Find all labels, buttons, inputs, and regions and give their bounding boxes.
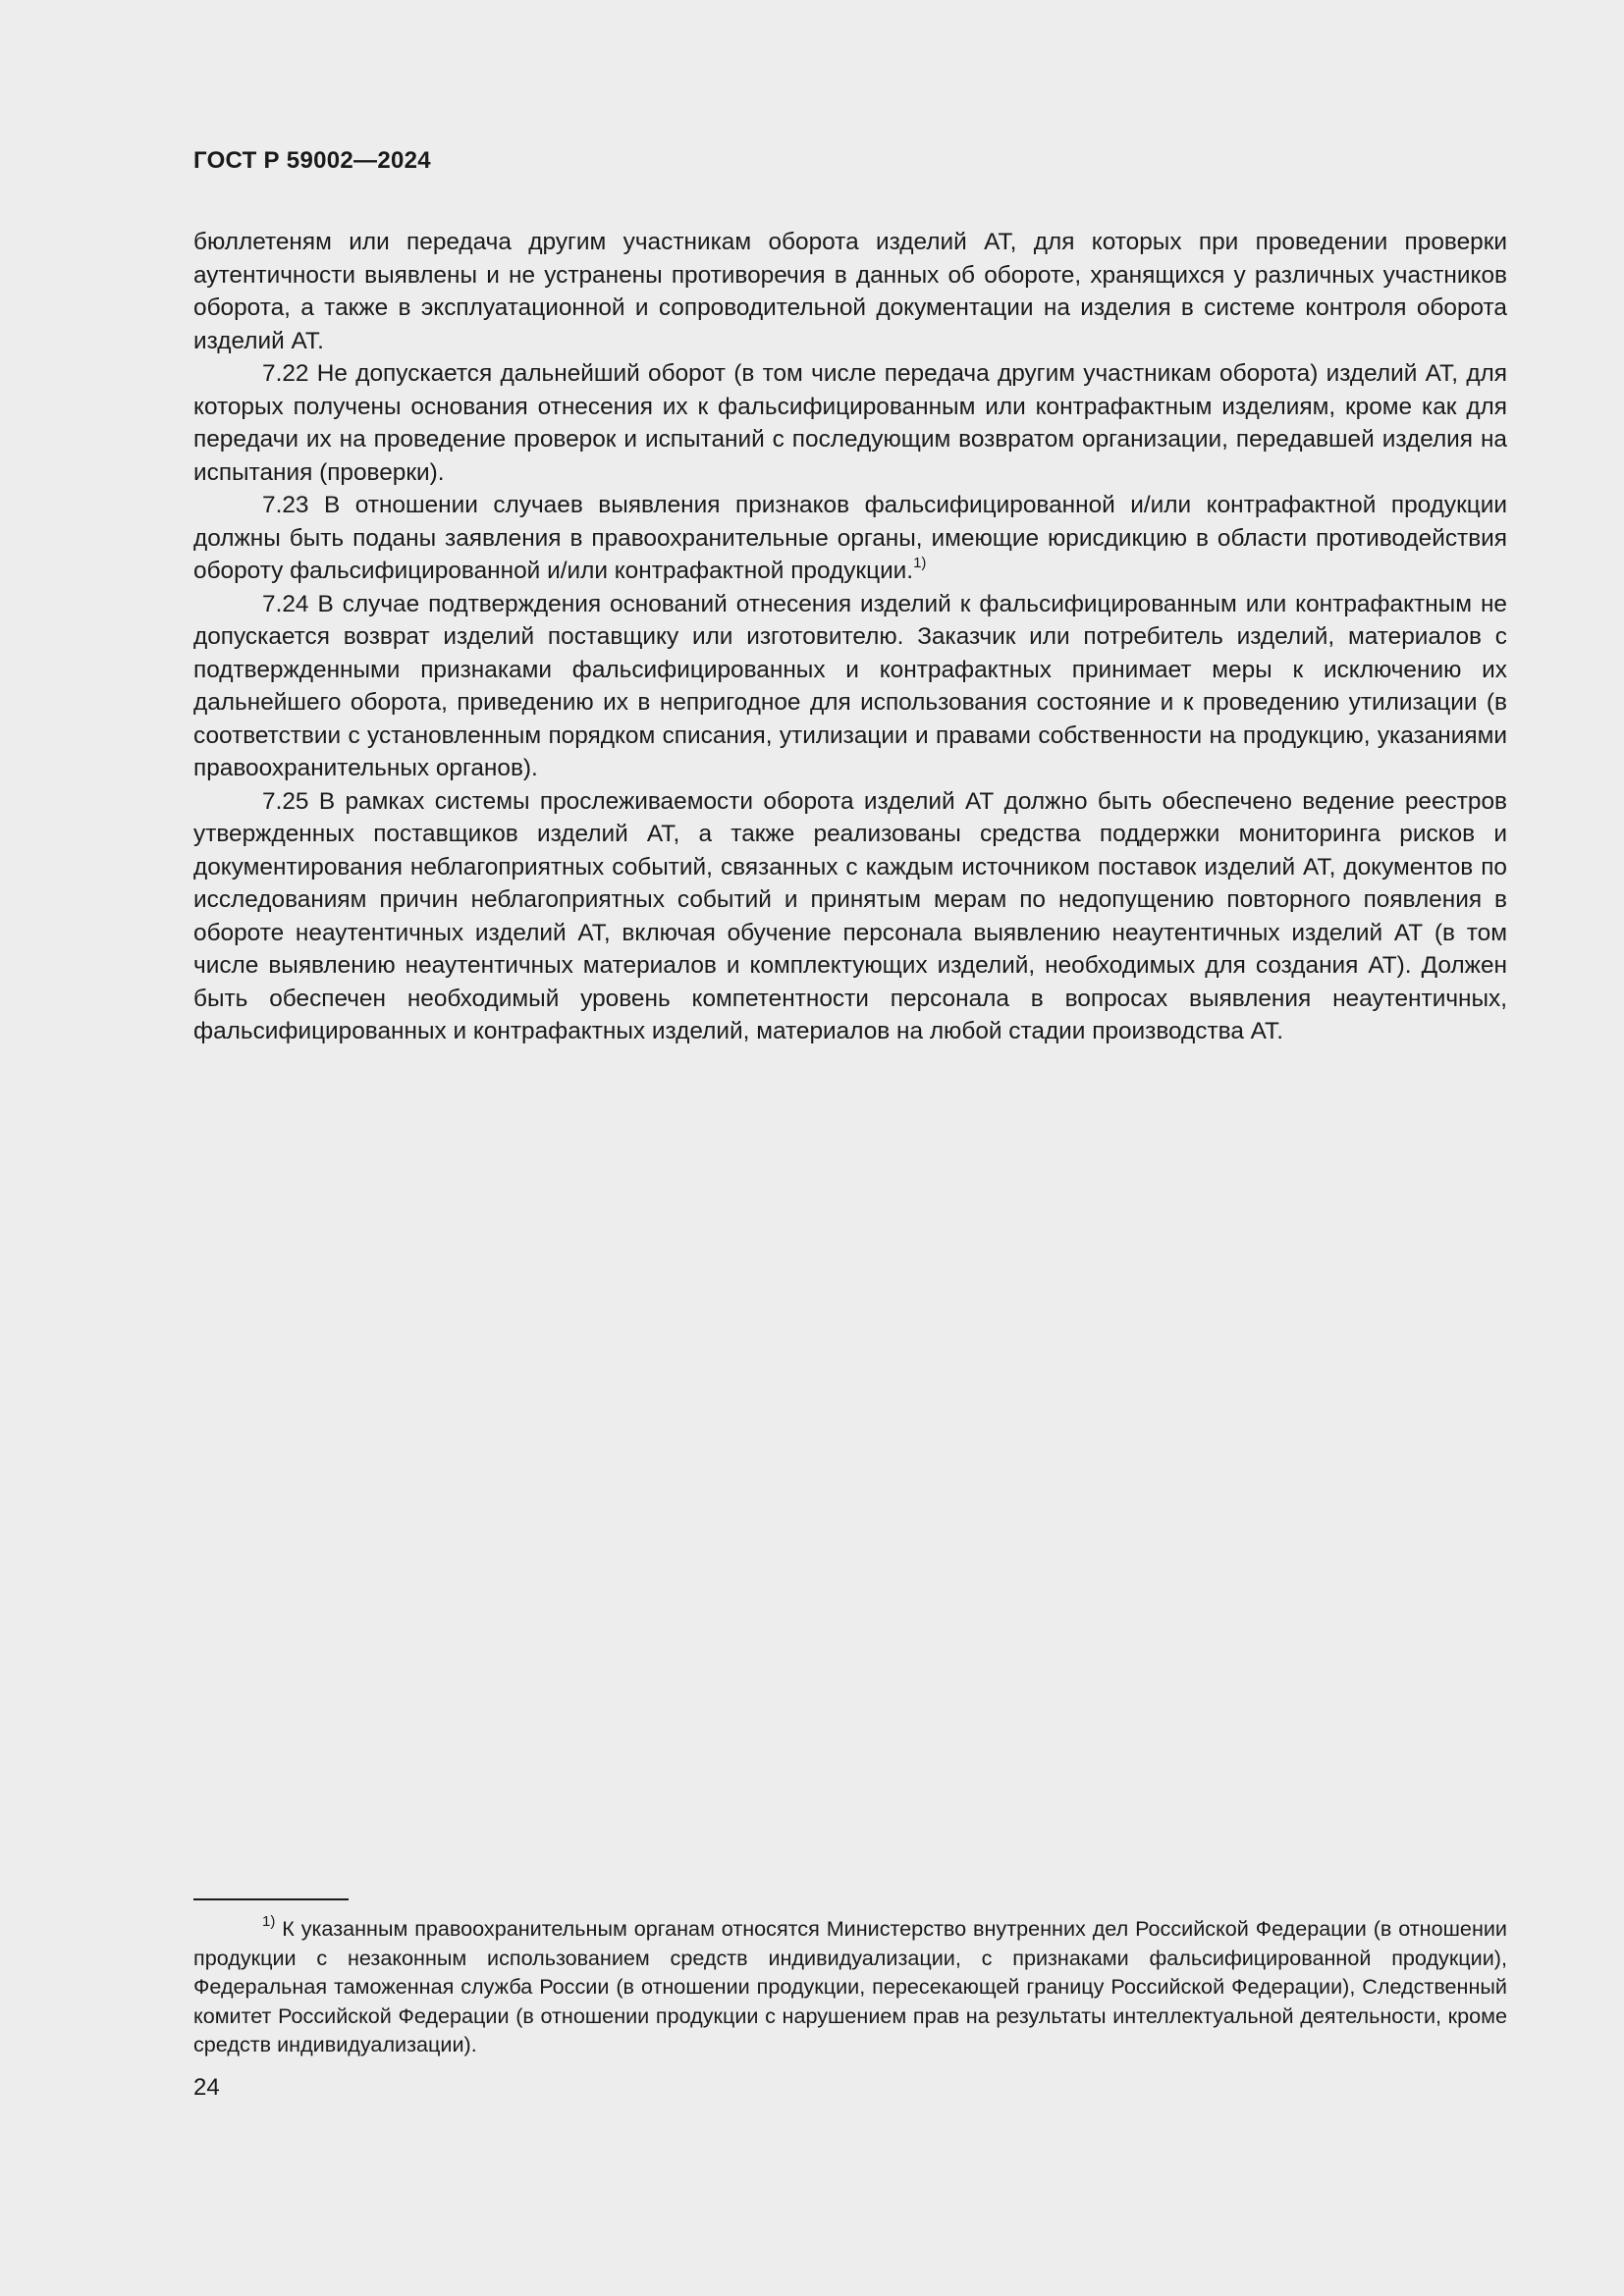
footnote <box>193 1914 1507 2059</box>
paragraph-7-22: 7.22 Не допускается дальнейший оборот (в том числе передача другим участникам оборота) изделий АТ, для которых получены основания отнесения их к фальсифицированным или контрафактным изделиям, кроме как для передачи их на проведение проверок и испытаний с последующим возвратом организации, передавшей изделия на испытания (проверки). <box>193 360 1507 486</box>
footnote-separator <box>193 1898 349 1900</box>
page-number: 24 <box>193 2074 220 2101</box>
document-body <box>193 226 1507 1048</box>
paragraph-7-23-text: 7.23 В отношении случаев выявления признаков фальсифицированной и/или контрафактной продукции должны быть поданы заявления в правоохранительные органы, имеющие юрисдикцию в области противодействия обороту фальсифицированной и/или контрафактной продукции. <box>193 492 1507 584</box>
footnote-text: К указанным правоохранительным органам относятся Министерство внутренних дел Российской Федерации (в отношении продукции с незаконным использованием средств индивидуализации, с признаками фальсифицированной продукции), Федеральная таможенная служба России (в отношении продукции, пересекающей границу Российской Федерации), Следственный комитет Российской Федерации (в отношении продукции с нарушением прав на результаты интеллектуальной деятельности, кроме средств индивидуализации). <box>193 1916 1507 2056</box>
document-header: ГОСТ Р 59002—2024 <box>193 147 431 174</box>
paragraph-continuation: бюллетеням или передача другим участникам оборота изделий АТ, для которых при проведении проверки аутентичности выявлены и не устранены противоречия в данных об обороте, хранящихся у различных участников оборота, а также в эксплуатационной и сопроводительной документации на изделия в системе контроля оборота изделий АТ. <box>193 229 1507 354</box>
paragraph-7-25: 7.25 В рамках системы прослеживаемости оборота изделий АТ должно быть обеспечено ведение реестров утвержденных поставщиков изделий АТ, а также реализованы средства поддержки мониторинга рисков и документирования неблагоприятных событий, связанных с каждым источником поставок изделий АТ, документов по исследованиям причин неблагоприятных событий и принятым мерам по недопущению повторного появления в обороте неаутентичных изделий АТ, включая обучение персонала выявлению неаутентичных изделий АТ (в том числе выявлению неаутентичных материалов и комплектующих изделий, необходимых для создания АТ). Должен быть обеспечен необходимый уровень компетентности персонала в вопросах выявления неаутентичных, фальсифицированных и контрафактных изделий, материалов на любой стадии производства АТ. <box>193 787 1507 1044</box>
footnote-reference: 1) <box>913 554 927 571</box>
footnote-marker: 1) <box>262 1912 276 1930</box>
paragraph-7-23 <box>193 489 1507 588</box>
paragraph-7-24: 7.24 В случае подтверждения оснований отнесения изделий к фальсифицированным или контрафактным не допускается возврат изделий поставщику или изготовителю. Заказчик или потребитель изделий, материалов с подтвержденными признаками фальсифицированных и контрафактных принимает меры к исключению их дальнейшего оборота, приведению их в непригодное для использования состояние и к проведению утилизации (в соответствии с установленным порядком списания, утилизации и правами собственности на продукцию, указаниями правоохранительных органов). <box>193 590 1507 781</box>
